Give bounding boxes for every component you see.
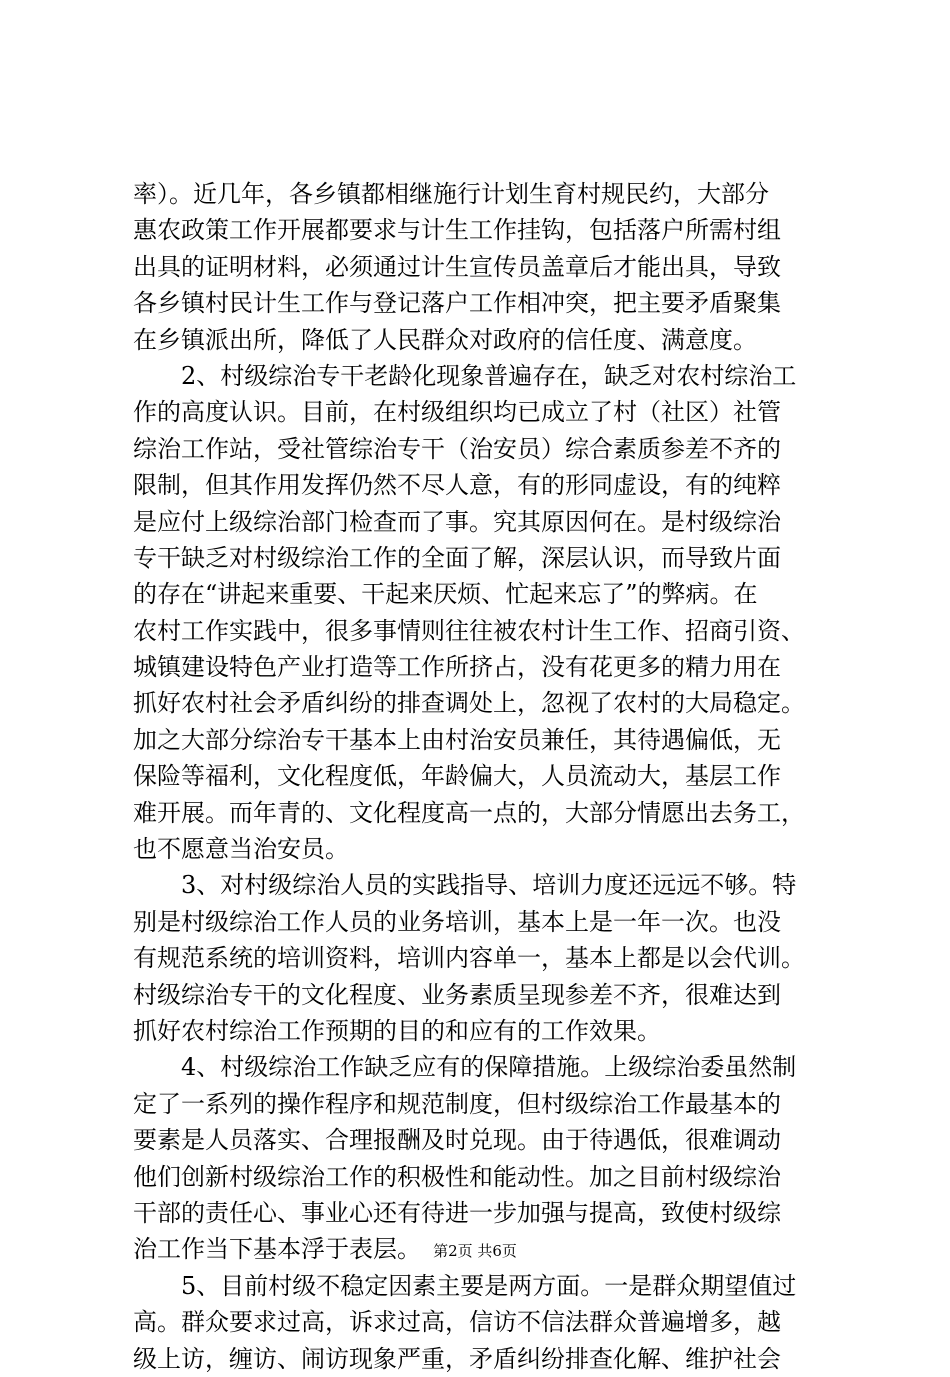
text-line: 抓好农村社会矛盾纠纷的排查调处上，忽视了农村的大局稳定。 [133,689,805,718]
text-line: 4、村级综治工作缺乏应有的保障措施。上级综治委虽然制 [133,1053,797,1082]
text-line: 也不愿意当治安员。 [133,835,349,864]
text-line: 加之大部分综治专干基本上由村治安员兼任，其待遇偏低，无 [133,725,781,754]
text-line: 他们创新村级综治工作的积极性和能动性。加之目前村级综治 [133,1162,781,1191]
text-line: 抓好农村综治工作预期的目的和应有的工作效果。 [133,1016,661,1045]
text-line: 要素是人员落实、合理报酬及时兑现。由于待遇低，很难调动 [133,1126,781,1155]
text-line: 级上访，缠访、闹访现象严重，矛盾纠纷排查化解、维护社会 [133,1344,781,1373]
text-line: 2、村级综治专干老龄化现象普遍存在，缺乏对农村综治工 [133,361,797,390]
body-text [133,176,830,1377]
text-line: 各乡镇村民计生工作与登记落户工作相冲突，把主要矛盾聚集 [133,289,781,318]
text-line: 保险等福利，文化程度低，年龄偏大，人员流动大，基层工作 [133,762,781,791]
text-line: 城镇建设特色产业打造等工作所挤占，没有花更多的精力用在 [133,653,781,682]
text-line: 3、对村级综治人员的实践指导、培训力度还远远不够。特 [133,871,797,900]
text-line: 干部的责任心、事业心还有待进一步加强与提高，致使村级综 [133,1198,781,1227]
text-line: 村级综治专干的文化程度、业务素质呈现参差不齐，很难达到 [133,980,781,1009]
text-line: 在乡镇派出所，降低了人民群众对政府的信任度、满意度。 [133,325,757,354]
text-line: 综治工作站，受社管综治专干（治安员）综合素质参差不齐的 [133,434,781,463]
text-line: 5、目前村级不稳定因素主要是两方面。一是群众期望值过 [133,1271,797,1300]
text-line: 限制，但其作用发挥仍然不尽人意，有的形同虚设，有的纯粹 [133,471,781,500]
text-line: 的存在“讲起来重要、干起来厌烦、忙起来忘了”的弊病。在 [133,580,758,609]
text-line: 农村工作实践中，很多事情则往往被农村计生工作、招商引资、 [133,616,805,645]
text-line: 专干缺乏对村级综治工作的全面了解，深层认识，而导致片面 [133,543,781,572]
text-line: 作的高度认识。目前，在村级组织均已成立了村（社区）社管 [133,398,781,427]
text-line: 出具的证明材料，必须通过计生宣传员盖章后才能出具，导致 [133,252,781,281]
text-line: 难开展。而年青的、文化程度高一点的，大部分情愿出去务工， [133,798,805,827]
text-line: 惠农政策工作开展都要求与计生工作挂钩，包括落户所需村组 [133,216,781,245]
text-line: 率）。近几年，各乡镇都相继施行计划生育村规民约，大部分 [133,180,769,208]
text-line: 是应付上级综治部门检查而了事。究其原因何在。是村级综治 [133,507,781,536]
text-line: 定了一系列的操作程序和规范制度，但村级综治工作最基本的 [133,1089,781,1118]
text-line: 高。群众要求过高，诉求过高，信访不信法群众普遍增多，越 [133,1308,781,1337]
text-line: 别是村级综治工作人员的业务培训，基本上是一年一次。也没 [133,907,781,936]
text-line: 有规范系统的培训资料，培训内容单一，基本上都是以会代训。 [133,944,805,973]
text-line: 治工作当下基本浮于表层。 [133,1235,421,1264]
page-footer: 第2页 共6页 [433,1242,517,1260]
